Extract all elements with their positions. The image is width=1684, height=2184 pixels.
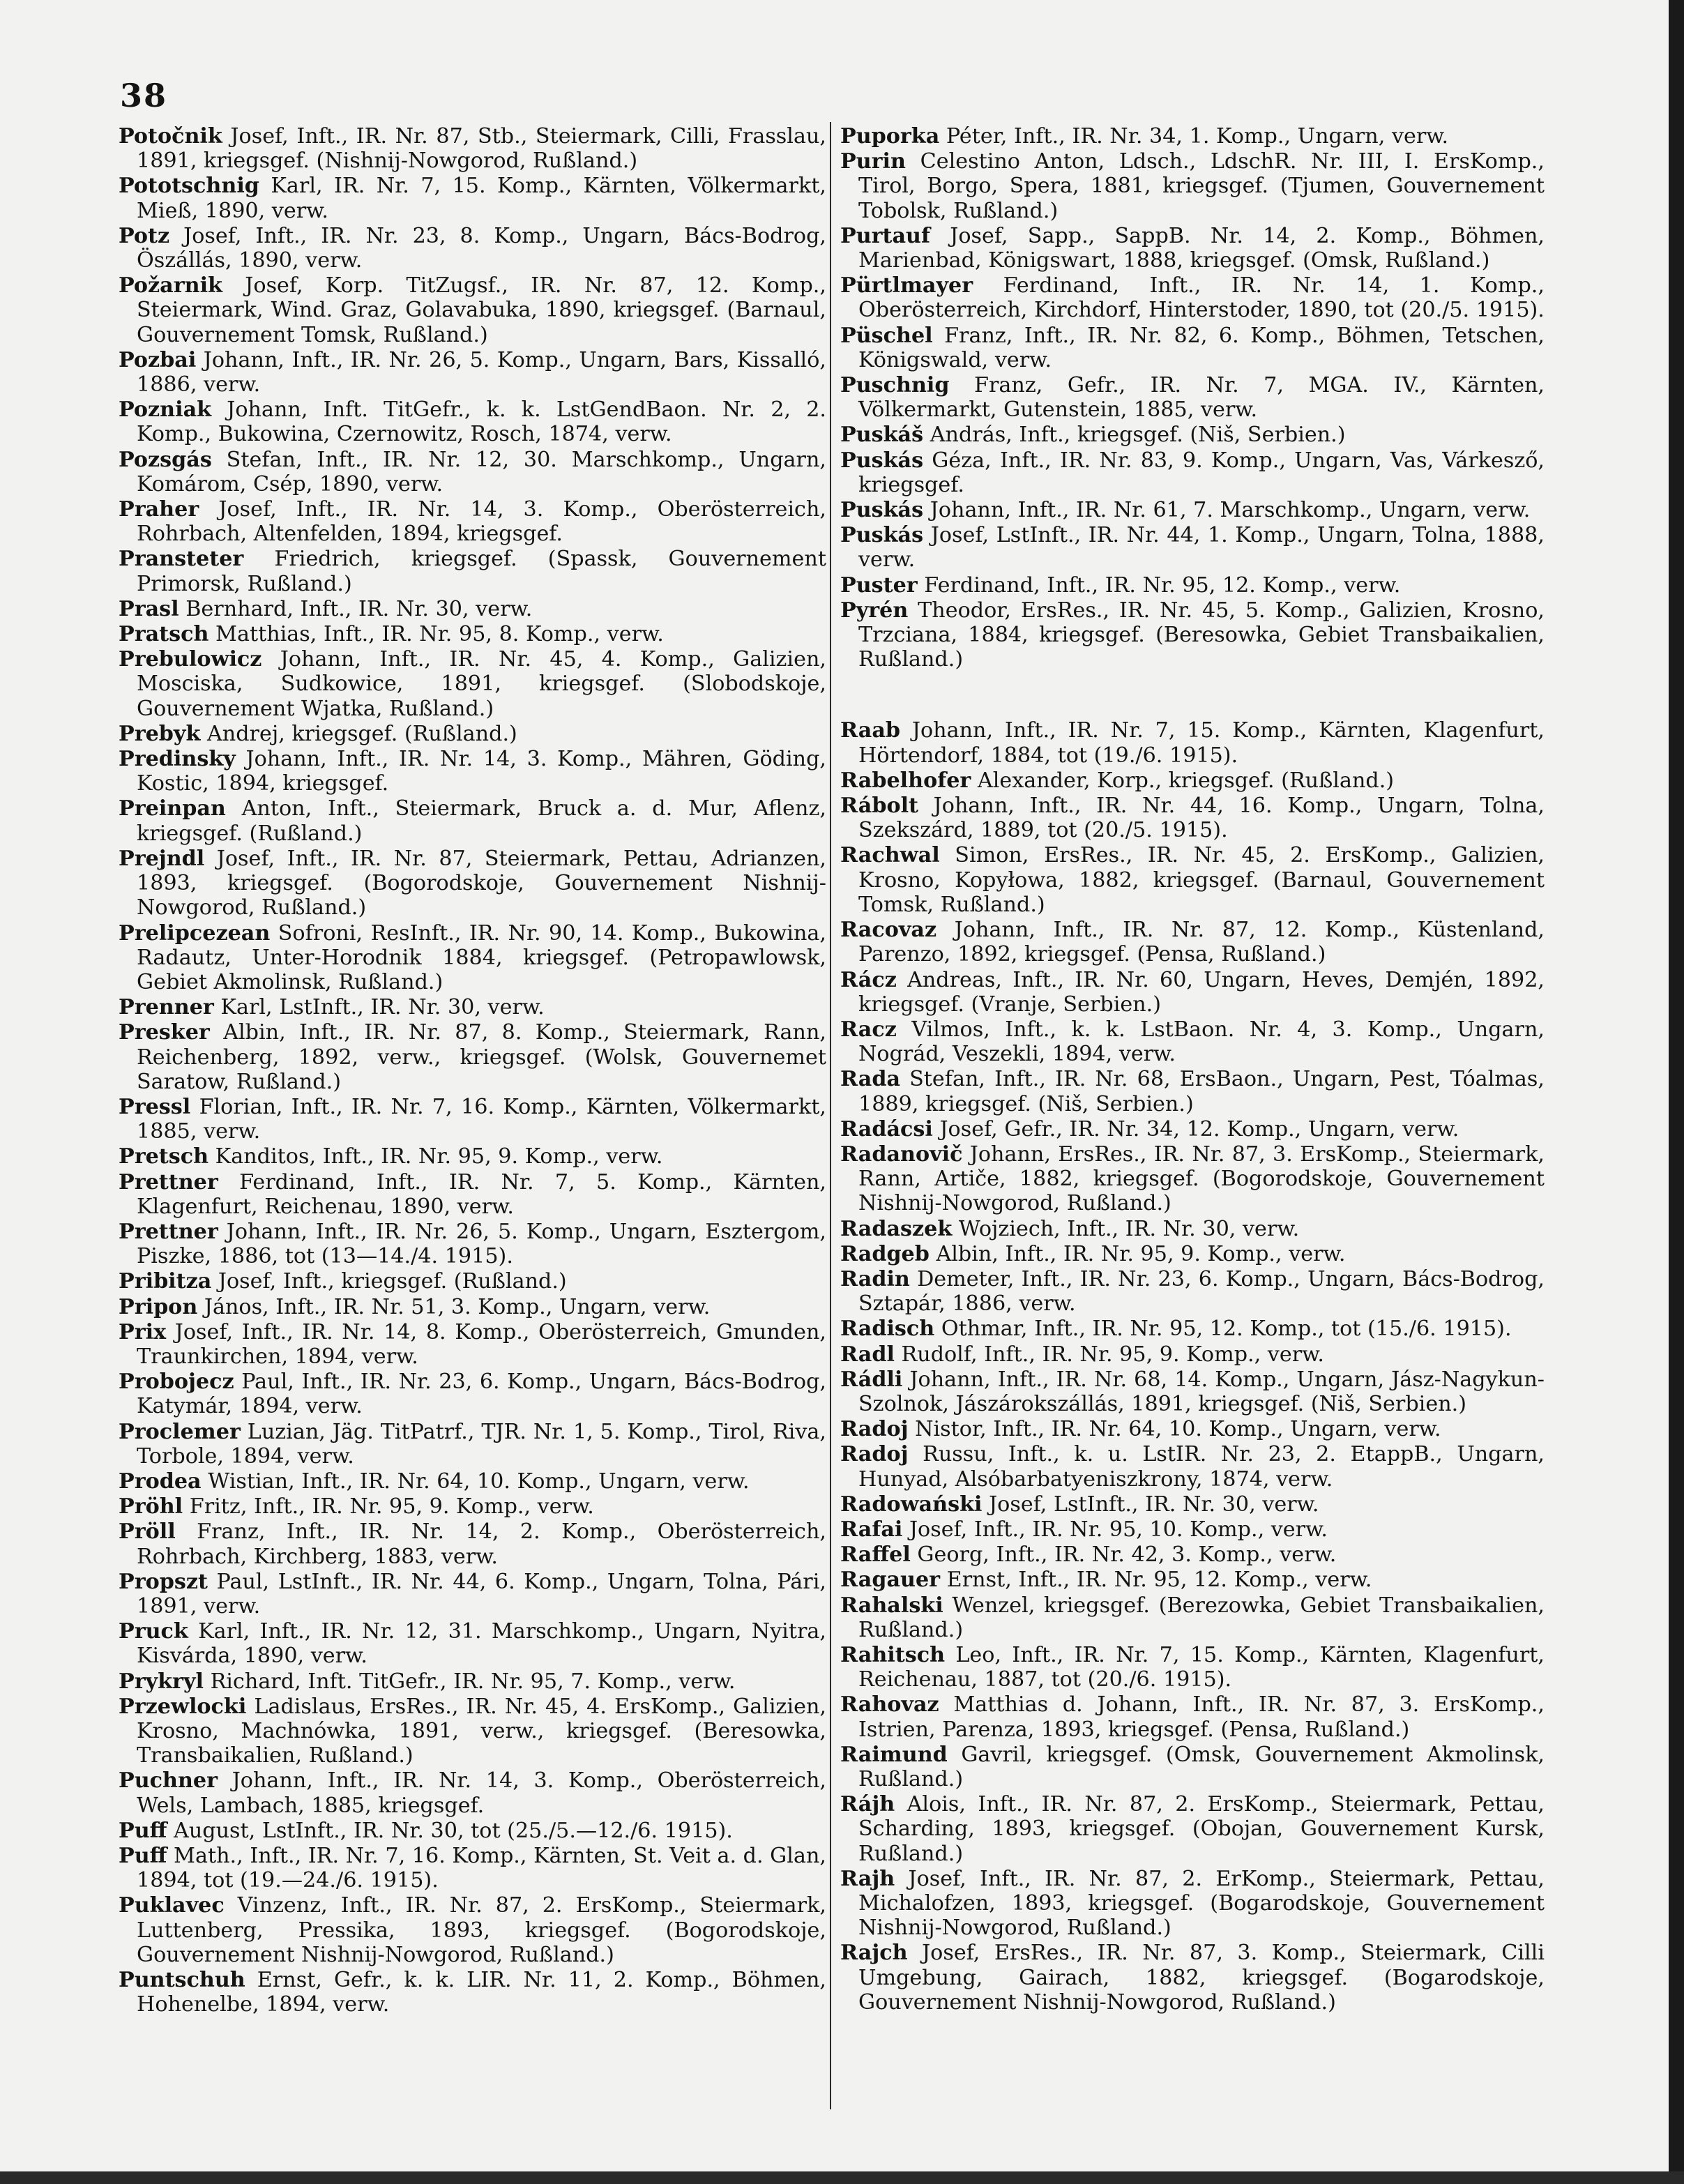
list-item: [840, 1568, 1545, 1592]
entry-surname: Puntschuh: [119, 1968, 245, 1993]
entry-details: Georg, Inft., IR. Nr. 42, 3. Komp., verw.: [910, 1542, 1337, 1568]
entry-details: Johann, Inft. TitGefr., k. k. LstGendBaon. Nr. 2, 2. Komp., Bukowina, Czernowitz, Rosch, 1874, verw.: [137, 397, 826, 447]
entry-details: Stefan, Inft., IR. Nr. 68, ErsBaon., Ungarn, Pest, Tóalmas, 1889, kriegsgef. (Niš, Serbien.): [858, 1067, 1545, 1116]
list-item: [119, 796, 826, 845]
entry-details: Josef, Inft., IR. Nr. 14, 8. Komp., Oberösterreich, Gmunden, Traunkirchen, 1894, verw.: [137, 1319, 826, 1369]
list-item: [840, 573, 1545, 598]
page-edge: [0, 2171, 1684, 2184]
entry-details: Ernst, Gefr., k. k. LIR. Nr. 11, 2. Komp., Böhmen, Hohenelbe, 1894, verw.: [137, 1968, 826, 2017]
entry-details: Kanditos, Inft., IR. Nr. 95, 9. Komp., verw.: [208, 1144, 663, 1169]
list-item: [119, 622, 826, 646]
entry-details: Alois, Inft., IR. Nr. 87, 2. ErsKomp., Steiermark, Pettau, Scharding, 1893, kriegsgef. (Obojan, Gouvernement Kursk, Rußland.): [858, 1792, 1545, 1866]
list-item: [119, 448, 826, 496]
entry-surname: Pototschnig: [119, 174, 259, 199]
entry-surname: Radowański: [840, 1492, 983, 1517]
list-item: [840, 794, 1545, 842]
entry-details: Ladislaus, ErsRes., IR. Nr. 45, 4. ErsKomp., Galizien, Krosno, Machnówka, 1891, verw., kriegsgef. (Beresowka, Transbaikalien, Rußland.): [137, 1694, 826, 1768]
entry-details: Josef, Inft., IR. Nr. 95, 10. Komp., verw.: [902, 1517, 1328, 1542]
entry-surname: Puskás: [840, 498, 924, 523]
entry-details: Demeter, Inft., IR. Nr. 23, 6. Komp., Ungarn, Bács-Bodrog, Sztapár, 1886, verw.: [858, 1266, 1545, 1317]
page-number: 38: [120, 77, 168, 114]
list-item: [119, 722, 826, 746]
list-item: [840, 1342, 1545, 1367]
entry-details: Vinzenz, Inft., IR. Nr. 87, 2. ErsKomp., Steiermark, Luttenberg, Pressika, 1893, kriegsgef. (Bogorodskoje, Gouvernement Nishnij-Nowgorod, Rußland.): [137, 1893, 826, 1967]
list-item: [119, 921, 826, 995]
list-item: [840, 373, 1545, 422]
list-item: [840, 224, 1545, 273]
list-item: [119, 348, 826, 397]
entry-surname: Purin: [840, 149, 906, 174]
list-item: [840, 124, 1545, 149]
entry-details: Fritz, Inft., IR. Nr. 95, 9. Komp., verw.: [183, 1494, 594, 1519]
page-edge: [1669, 0, 1684, 2184]
entry-details: Franz, Inft., IR. Nr. 14, 2. Komp., Oberösterreich, Rohrbach, Kirchberg, 1883, verw.: [137, 1519, 826, 1569]
entry-surname: Rajh: [840, 1866, 895, 1891]
entry-surname: Radoj: [840, 1417, 909, 1442]
entry-surname: Radoj: [840, 1442, 909, 1467]
entry-details: Johann, Inft., IR. Nr. 14, 3. Komp., Mähren, Göding, Kostic, 1894, kriegsgef.: [137, 747, 826, 796]
list-item: [119, 1570, 826, 1618]
entry-surname: Potz: [119, 223, 170, 248]
entry-details: Franz, Inft., IR. Nr. 82, 6. Komp., Böhmen, Tetschen, Königswald, verw.: [858, 323, 1545, 372]
entry-details: Géza, Inft., IR. Nr. 83, 9. Komp., Ungarn, Vas, Várkesző, kriegsgef.: [858, 448, 1545, 497]
list-item: [840, 1517, 1545, 1542]
entry-details: Ernst, Inft., IR. Nr. 95, 12. Komp., verw.: [940, 1568, 1372, 1593]
entry-details: Josef, Sapp., SappB. Nr. 14, 2. Komp., Böhmen, Marienbad, Königswart, 1888, kriegsgef. (Omsk, Rußland.): [858, 223, 1545, 273]
entry-surname: Prenner: [119, 995, 214, 1020]
list-item: [840, 598, 1545, 672]
entry-surname: Prelipcezean: [119, 920, 271, 946]
list-item: [119, 174, 826, 222]
entry-surname: Pressl: [119, 1094, 191, 1119]
list-item: [840, 1593, 1545, 1642]
entry-surname: Puporka: [840, 124, 940, 149]
list-item: [119, 647, 826, 721]
entry-surname: Raab: [840, 718, 901, 743]
entry-surname: Rachwal: [840, 843, 940, 868]
entry-surname: Puff: [119, 1844, 167, 1869]
entry-details: Johann, Inft., IR. Nr. 45, 4. Komp., Galizien, Mosciska, Sudkowice, 1891, kriegsgef. (Slobodskoje, Gouvernement Wjatka, Rußland.): [137, 647, 826, 721]
list-item: [119, 1819, 826, 1843]
entry-details: Ferdinand, Inft., IR. Nr. 14, 1. Komp., Oberösterreich, Kirchdorf, Hinterstoder, 1890, tot (20./5. 1915).: [858, 273, 1545, 323]
entry-surname: Rahovaz: [840, 1692, 939, 1717]
entry-details: Rudolf, Inft., IR. Nr. 95, 9. Komp., verw.: [894, 1342, 1325, 1367]
list-item: [840, 273, 1545, 322]
list-item: [840, 149, 1545, 223]
entry-details: Wenzel, kriegsgef. (Berezowka, Gebiet Transbaikalien, Rußland.): [858, 1593, 1545, 1642]
entry-surname: Prebyk: [119, 721, 201, 746]
entry-surname: Radl: [840, 1342, 895, 1367]
entry-details: Andrej, kriegsgef. (Rußland.): [200, 721, 517, 746]
list-item: [119, 747, 826, 796]
entry-surname: Prettner: [119, 1169, 218, 1195]
left-column: [119, 124, 826, 2017]
entry-details: Johann, ErsRes., IR. Nr. 87, 3. ErsKomp., Steiermark, Rann, Artiče, 1882, kriegsgef. (Bogorodskoje, Gouvernement Nishnij-Nowgorod, Rußland.): [858, 1142, 1545, 1216]
entry-details: Luzian, Jäg. TitPatrf., TJR. Nr. 1, 5. Komp., Tirol, Riva, Torbole, 1894, verw.: [137, 1419, 826, 1469]
entry-details: Johann, Inft., IR. Nr. 44, 16. Komp., Ungarn, Tolna, Szekszárd, 1889, tot (20./5. 1915).: [858, 794, 1545, 843]
entry-surname: Rada: [840, 1067, 901, 1092]
list-item: [119, 1469, 826, 1494]
entry-details: Albin, Inft., IR. Nr. 95, 9. Komp., verw.: [929, 1241, 1346, 1266]
entry-surname: Rabelhofer: [840, 768, 971, 793]
right-column: [840, 124, 1545, 2015]
entry-surname: Rafai: [840, 1517, 903, 1542]
entry-surname: Radácsi: [840, 1116, 933, 1142]
list-item: [119, 397, 826, 446]
list-item: [840, 718, 1545, 767]
entry-surname: Rájh: [840, 1792, 895, 1817]
list-item: [840, 1492, 1545, 1517]
entry-surname: Prebulowicz: [119, 647, 262, 672]
entry-details: Ferdinand, Inft., IR. Nr. 95, 12. Komp., verw.: [917, 572, 1401, 598]
entry-surname: Radin: [840, 1266, 910, 1291]
entry-surname: Puchner: [119, 1768, 218, 1794]
entry-details: Péter, Inft., IR. Nr. 34, 1. Komp., Ungarn, verw.: [939, 124, 1449, 149]
entry-surname: Pransteter: [119, 547, 244, 572]
entry-surname: Prasl: [119, 596, 179, 621]
entry-details: Vilmos, Inft., k. k. LstBaon. Nr. 4, 3. Komp., Ungarn, Nográd, Veszekli, 1894, verw.: [858, 1017, 1545, 1067]
entry-surname: Puschnig: [840, 373, 950, 398]
entry-details: András, Inft., kriegsgef. (Niš, Serbien.): [923, 423, 1346, 448]
entry-surname: Praher: [119, 497, 199, 522]
entry-details: Nistor, Inft., IR. Nr. 64, 10. Komp., Ungarn, verw.: [908, 1417, 1441, 1442]
entry-surname: Rajch: [840, 1941, 908, 1966]
entry-surname: Predinsky: [119, 747, 236, 772]
entry-surname: Pretsch: [119, 1144, 209, 1169]
entry-surname: Püschel: [840, 323, 933, 348]
entry-surname: Prykryl: [119, 1669, 204, 1694]
entry-surname: Požarnik: [119, 273, 222, 298]
list-item: [119, 1519, 826, 1568]
list-item: [119, 547, 826, 596]
entry-surname: Pratsch: [119, 622, 209, 647]
list-item: [840, 1117, 1545, 1142]
entry-details: Johann, Inft., IR. Nr. 68, 14. Komp., Ungarn, Jász-Nagykun-Szolnok, Jászárokszállás, 1891, kriegsgef. (Niš, Serbien.): [858, 1367, 1545, 1416]
entry-details: Josef, Gefr., IR. Nr. 34, 12. Komp., Ungarn, verw.: [932, 1116, 1459, 1142]
list-item: [840, 1417, 1545, 1441]
list-item: [840, 1367, 1545, 1416]
entry-surname: Pruck: [119, 1619, 188, 1644]
entry-details: Josef, Inft., IR. Nr. 87, 2. ErKomp., Steiermark, Pettau, Michalofzen, 1893, kriegsgef. (Bogarodskoje, Gouvernement Nishnij-Nowgorod, Rußland.): [858, 1866, 1545, 1941]
list-item: [119, 1494, 826, 1519]
entry-surname: Puskáš: [840, 423, 924, 448]
entry-details: Johann, Inft., IR. Nr. 61, 7. Marschkomp., Ungarn, verw.: [923, 498, 1531, 523]
entry-details: Johann, Inft., IR. Nr. 87, 12. Komp., Küstenland, Parenzo, 1892, kriegsgef. (Pensa, Rußland.): [858, 918, 1545, 967]
list-item: [840, 1142, 1545, 1216]
entry-surname: Pripon: [119, 1294, 198, 1319]
entry-details: Bernhard, Inft., IR. Nr. 30, verw.: [179, 596, 533, 621]
list-item: [840, 1242, 1545, 1266]
entry-surname: Ragauer: [840, 1568, 941, 1593]
list-item: [840, 918, 1545, 966]
entry-surname: Pozbai: [119, 347, 197, 372]
entry-details: Johann, Inft., IR. Nr. 7, 15. Komp., Kärnten, Klagenfurt, Hörtendorf, 1884, tot (19./6. 1915).: [858, 718, 1545, 768]
entry-surname: Radgeb: [840, 1241, 930, 1266]
entry-details: János, Inft., IR. Nr. 51, 3. Komp., Ungarn, verw.: [197, 1294, 711, 1319]
entry-surname: Pozniak: [119, 397, 212, 423]
section-gap: [840, 672, 1545, 718]
list-item: [840, 1017, 1545, 1066]
entry-details: Josef, LstInft., IR. Nr. 30, verw.: [982, 1492, 1319, 1517]
entry-details: Simon, ErsRes., IR. Nr. 45, 2. ErsKomp., Galizien, Krosno, Kopyłowa, 1882, kriegsgef. (Barnaul, Gouvernement Tomsk, Rußland.): [858, 843, 1545, 917]
list-item: [840, 843, 1545, 917]
entry-details: Josef, Inft., IR. Nr. 23, 8. Komp., Ungarn, Bács-Bodrog, Öszállás, 1890, verw.: [137, 223, 826, 273]
entry-details: Theodor, ErsRes., IR. Nr. 45, 5. Komp., Galizien, Krosno, Trzciana, 1884, kriegsgef. (Beresowka, Gebiet Transbaikalien, Rußland.): [858, 598, 1545, 672]
entry-surname: Radanovič: [840, 1142, 963, 1167]
entry-details: Russu, Inft., k. u. LstIR. Nr. 23, 2. EtappB., Ungarn, Hunyad, Alsóbarbatyeniszkrony, 1874, verw.: [858, 1442, 1545, 1492]
entry-details: Franz, Gefr., IR. Nr. 7, MGA. IV., Kärnten, Völkermarkt, Gutenstein, 1885, verw.: [858, 373, 1545, 423]
list-item: [119, 1844, 826, 1893]
entry-details: Johann, Inft., IR. Nr. 14, 3. Komp., Oberösterreich, Wels, Lambach, 1885, kriegsgef.: [137, 1768, 826, 1818]
entry-details: Celestino Anton, Ldsch., LdschR. Nr. III, I. ErsKomp., Tirol, Borgo, Spera, 1881, kriegsgef. (Tjumen, Gouvernement Tobolsk, Rußland.): [858, 149, 1545, 223]
entries-r-section: [840, 718, 1545, 2015]
list-item: [840, 768, 1545, 793]
entry-details: Matthias, Inft., IR. Nr. 95, 8. Komp., verw.: [208, 622, 664, 647]
entry-surname: Puklavec: [119, 1893, 225, 1918]
list-item: [840, 1267, 1545, 1316]
list-item: [840, 1792, 1545, 1866]
entry-surname: Propszt: [119, 1569, 208, 1594]
list-item: [119, 1144, 826, 1169]
entry-surname: Racovaz: [840, 918, 937, 943]
list-item: [840, 1867, 1545, 1941]
list-item: [840, 1743, 1545, 1791]
list-item: [119, 497, 826, 546]
list-item: [119, 1420, 826, 1469]
list-item: [119, 273, 826, 347]
list-item: [840, 1941, 1545, 2015]
entry-details: Ferdinand, Inft., IR. Nr. 7, 5. Komp., Kärnten, Klagenfurt, Reichenau, 1890, verw.: [137, 1169, 826, 1219]
entry-details: Johann, Inft., IR. Nr. 26, 5. Komp., Ungarn, Bars, Kissalló, 1886, verw.: [137, 347, 826, 397]
list-item: [119, 1170, 826, 1219]
list-item: [119, 1020, 826, 1094]
list-item: [840, 1317, 1545, 1341]
entry-details: Josef, Inft., IR. Nr. 14, 3. Komp., Oberösterreich, Rohrbach, Altenfelden, 1894, kriegsgef.: [137, 497, 826, 547]
entry-surname: Pürtlmayer: [840, 273, 973, 298]
entry-surname: Przewlocki: [119, 1694, 247, 1719]
entry-details: Josef, Inft., IR. Nr. 87, Steiermark, Pettau, Adrianzen, 1893, kriegsgef. (Bogorodskoje, Gouvernement Nishnij-Nowgorod, Rußland.): [137, 846, 826, 920]
entries-p-section: [840, 124, 1545, 672]
entry-surname: Pröhl: [119, 1494, 183, 1519]
list-item: [840, 968, 1545, 1017]
list-item: [840, 1442, 1545, 1491]
entry-details: Josef, Korp. TitZugsf., IR. Nr. 87, 12. Komp., Steiermark, Wind. Graz, Golavabuka, 1890, kriegsgef. (Barnaul, Gouvernement Tomsk, Rußland.): [137, 273, 826, 347]
entry-details: Paul, Inft., IR. Nr. 23, 6. Komp., Ungarn, Bács-Bodrog, Katymár, 1894, verw.: [137, 1370, 826, 1419]
entry-details: Richard, Inft. TitGefr., IR. Nr. 95, 7. Komp., verw.: [203, 1669, 736, 1694]
list-item: [119, 224, 826, 273]
entry-surname: Rahalski: [840, 1593, 943, 1618]
entry-surname: Preinpan: [119, 796, 226, 821]
list-item: [119, 597, 826, 621]
list-item: [119, 1370, 826, 1418]
list-item: [119, 1320, 826, 1369]
entry-details: Florian, Inft., IR. Nr. 7, 16. Komp., Kärnten, Völkermarkt, 1885, verw.: [137, 1094, 826, 1144]
list-item: [840, 1542, 1545, 1567]
list-item: [119, 124, 826, 173]
list-item: [119, 1295, 826, 1319]
entry-details: Paul, LstInft., IR. Nr. 44, 6. Komp., Ungarn, Tolna, Pári, 1891, verw.: [137, 1569, 826, 1618]
entry-surname: Prejndl: [119, 846, 205, 871]
entry-surname: Prix: [119, 1319, 167, 1344]
entry-surname: Prodea: [119, 1469, 202, 1494]
entry-surname: Rádli: [840, 1367, 903, 1392]
entry-details: Matthias d. Johann, Inft., IR. Nr. 87, 3. ErsKomp., Istrien, Parenza, 1893, kriegsgef. (Pensa, Rußland.): [858, 1692, 1545, 1742]
entry-details: Alexander, Korp., kriegsgef. (Rußland.): [971, 768, 1395, 793]
entry-details: Josef, Inft., kriegsgef. (Rußland.): [211, 1269, 567, 1294]
list-item: [119, 1619, 826, 1668]
list-item: [119, 1694, 826, 1768]
list-item: [119, 1095, 826, 1144]
entry-details: Josef, Inft., IR. Nr. 87, Stb., Steiermark, Cilli, Frasslau, 1891, kriegsgef. (Nishnij-Nowgorod, Rußland.): [137, 124, 826, 174]
entry-surname: Probojecz: [119, 1370, 234, 1395]
entry-surname: Purtauf: [840, 223, 930, 248]
entry-details: Karl, LstInft., IR. Nr. 30, verw.: [213, 995, 545, 1020]
entry-surname: Pribitza: [119, 1269, 212, 1294]
entry-details: Stefan, Inft., IR. Nr. 12, 30. Marschkomp., Ungarn, Komárom, Csép, 1890, verw.: [137, 447, 826, 496]
entry-surname: Raimund: [840, 1742, 948, 1767]
entry-surname: Puff: [119, 1818, 167, 1843]
entry-details: Gavril, kriegsgef. (Omsk, Gouvernement Akmolinsk, Rußland.): [858, 1742, 1545, 1791]
entry-surname: Rahitsch: [840, 1642, 946, 1667]
entry-surname: Radaszek: [840, 1216, 953, 1241]
entry-surname: Proclemer: [119, 1419, 241, 1444]
entry-details: Andreas, Inft., IR. Nr. 60, Ungarn, Heves, Demjén, 1892, kriegsgef. (Vranje, Serbien.): [858, 967, 1545, 1017]
entry-surname: Potočnik: [119, 124, 222, 149]
list-item: [840, 423, 1545, 447]
list-item: [119, 847, 826, 920]
entry-surname: Radisch: [840, 1317, 935, 1342]
list-item: [840, 1217, 1545, 1241]
list-item: [840, 1643, 1545, 1692]
entry-details: Math., Inft., IR. Nr. 7, 16. Komp., Kärnten, St. Veit a. d. Glan, 1894, tot (19.—24./6. 1915).: [137, 1844, 826, 1893]
entry-details: Albin, Inft., IR. Nr. 87, 8. Komp., Steiermark, Rann, Reichenberg, 1892, verw., kriegsgef. (Wolsk, Gouvernemet Saratow, Rußland.): [137, 1020, 826, 1094]
entry-surname: Rábolt: [840, 794, 918, 819]
entry-surname: Rácz: [840, 967, 897, 992]
entry-surname: Racz: [840, 1017, 897, 1042]
list-item: [840, 324, 1545, 372]
list-item: [119, 1669, 826, 1694]
list-item: [119, 1768, 826, 1817]
entry-details: Josef, LstInft., IR. Nr. 44, 1. Komp., Ungarn, Tolna, 1888, verw.: [858, 523, 1545, 572]
entry-details: Othmar, Inft., IR. Nr. 95, 12. Komp., tot (15./6. 1915).: [934, 1317, 1512, 1342]
entry-surname: Pozsgás: [119, 447, 212, 472]
entry-surname: Prettner: [119, 1219, 218, 1244]
list-item: [119, 1893, 826, 1967]
list-item: [840, 1067, 1545, 1116]
entry-details: Josef, ErsRes., IR. Nr. 87, 3. Komp., Steiermark, Cilli Umgebung, Gairach, 1882, kriegsgef. (Bogarodskoje, Gouvernement Nishnij-Nowgorod, Rußland.): [858, 1941, 1545, 2015]
entry-surname: Pyrén: [840, 598, 909, 623]
list-item: [840, 448, 1545, 497]
entry-details: Friedrich, kriegsgef. (Spassk, Gouvernement Primorsk, Rußland.): [137, 547, 826, 596]
entry-surname: Raffel: [840, 1542, 911, 1568]
entry-surname: Puster: [840, 572, 918, 598]
entry-details: Leo, Inft., IR. Nr. 7, 15. Komp., Kärnten, Klagenfurt, Reichenau, 1887, tot (20./6. 1915).: [858, 1642, 1545, 1692]
entry-details: Karl, IR. Nr. 7, 15. Komp., Kärnten, Völkermarkt, Mieß, 1890, verw.: [137, 174, 826, 223]
entry-details: Anton, Inft., Steiermark, Bruck a. d. Mur, Aflenz, kriegsgef. (Rußland.): [137, 796, 826, 846]
list-item: [840, 523, 1545, 572]
list-item: [119, 1269, 826, 1294]
entry-details: Wistian, Inft., IR. Nr. 64, 10. Komp., Ungarn, verw.: [201, 1469, 750, 1494]
entry-details: Wojziech, Inft., IR. Nr. 30, verw.: [952, 1216, 1300, 1241]
entry-details: Karl, Inft., IR. Nr. 12, 31. Marschkomp., Ungarn, Nyitra, Kisvárda, 1890, verw.: [137, 1619, 826, 1669]
list-item: [840, 1692, 1545, 1741]
list-item: [119, 995, 826, 1019]
entry-details: Johann, Inft., IR. Nr. 26, 5. Komp., Ungarn, Esztergom, Piszke, 1886, tot (13—14./4. 1915).: [137, 1219, 826, 1269]
list-item: [119, 1968, 826, 2017]
entry-details: Sofroni, ResInft., IR. Nr. 90, 14. Komp., Bukowina, Radautz, Unter-Horodnik 1884, kriegsgef. (Petropawlowsk, Gebiet Akmolinsk, Rußland.): [137, 920, 826, 994]
column-divider: [830, 122, 831, 2109]
entry-details: August, LstInft., IR. Nr. 30, tot (25./5.—12./6. 1915).: [167, 1818, 733, 1843]
entry-surname: Presker: [119, 1020, 210, 1045]
entry-surname: Pröll: [119, 1519, 176, 1545]
entry-surname: Puskás: [840, 523, 924, 548]
list-item: [119, 1220, 826, 1268]
entry-surname: Puskás: [840, 448, 924, 473]
list-item: [840, 498, 1545, 522]
